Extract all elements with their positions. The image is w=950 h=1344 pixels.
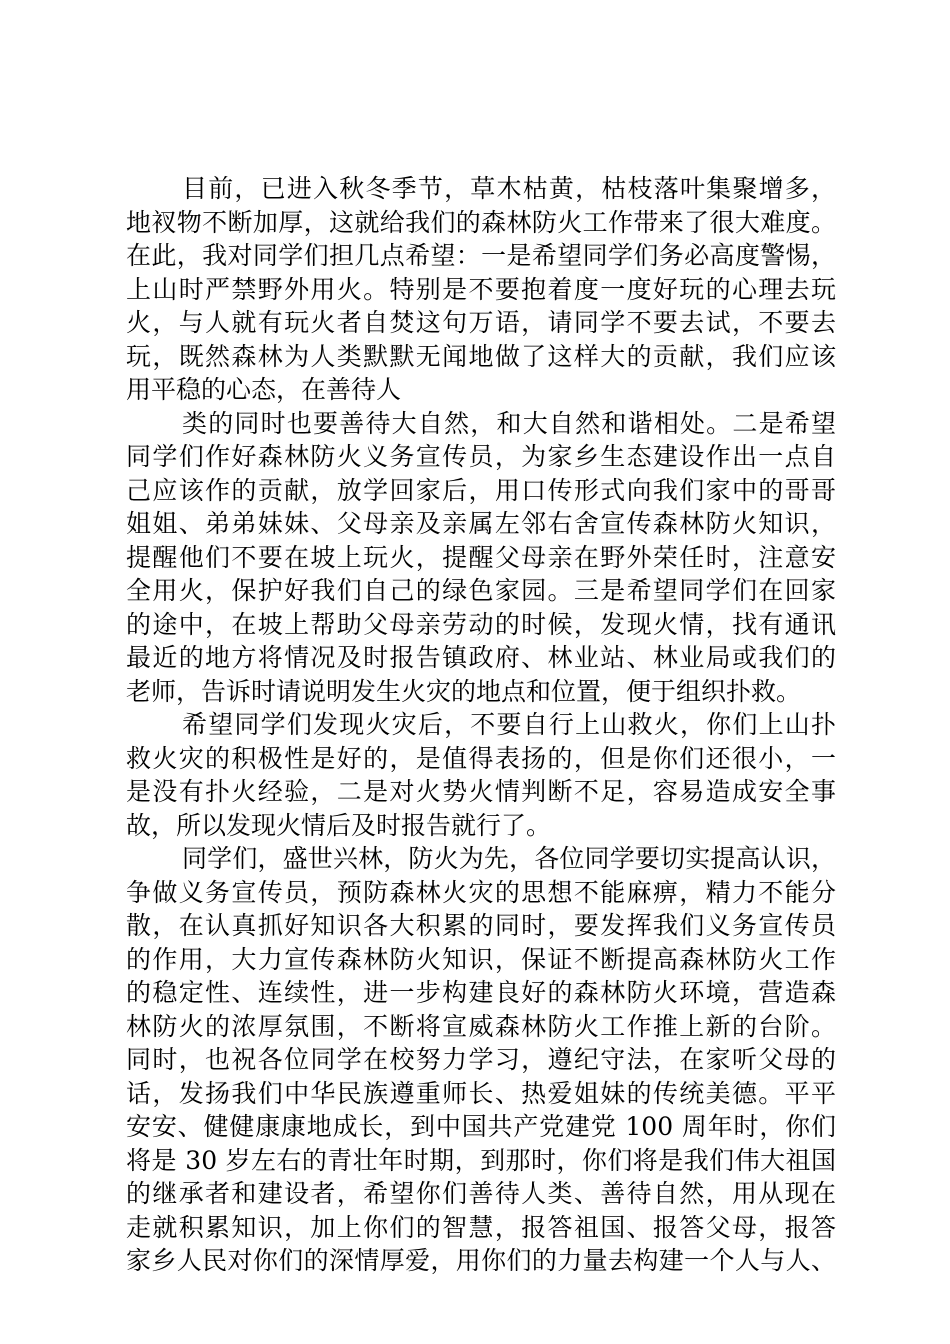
text-line: 用平稳的心态，在善待人 bbox=[126, 375, 402, 404]
text-line: 希望同学们发现火灾后，不要自行上山救火，你们上山扑 bbox=[182, 710, 836, 739]
text-line: 同时，也祝各位同学在校努力学习，遵纪守法，在家听父母的 bbox=[126, 1045, 836, 1074]
text-line: 提醒他们不要在坡上玩火，提醒父母亲在野外荣任时，注意安 bbox=[126, 542, 836, 572]
text-line: 在此，我对同学们担几点希望：一是希望同学们务必高度警惕， bbox=[126, 241, 836, 270]
text-line: 故，所以发现火情后及时报告就行了。 bbox=[126, 810, 552, 840]
text-line: 目前，已进入秋冬季节，草木枯黄，枯枝落叶集聚增多， bbox=[182, 174, 836, 203]
text-line: 火，与人就有玩火者自焚这句万语，请同学不要去试，不要去 bbox=[126, 308, 836, 337]
text-line: 同学们，盛世兴林，防火为先，各位同学要切实提高认识， bbox=[182, 844, 836, 873]
text-line: 全用火，保护好我们自己的绿色家园。三是希望同学们在回家 bbox=[126, 576, 836, 605]
text-line: 散，在认真抓好知识各大积累的同时，要发挥我们义务宣传员 bbox=[126, 911, 836, 940]
text-line: 老师，告诉时请说明发生火灾的地点和位置，便于组织扑救。 bbox=[126, 676, 802, 706]
text-line: 的途中，在坡上帮助父母亲劳动的时候，发现火情，找有通讯 bbox=[126, 609, 836, 639]
text-line: 最近的地方将情况及时报告镇政府、林业站、林业局或我们的 bbox=[126, 643, 836, 672]
text-line: 的作用，大力宣传森林防火知识，保证不断提高森林防火工作 bbox=[126, 944, 836, 974]
text-line: 的稳定性、连续性，进一步构建良好的森林防火环境，营造森 bbox=[126, 978, 836, 1007]
text-line: 是没有扑火经验，二是对火势火情判断不足，容易造成安全事 bbox=[126, 777, 836, 806]
text-line: 姐姐、弟弟妹妹、父母亲及亲属左邻右舍宣传森林防火知识， bbox=[126, 509, 836, 538]
text-line: 同学们作好森林防火义务宣传员，为家乡生态建设作出一点自 bbox=[126, 442, 836, 471]
text-line: 家乡人民对你们的深情厚爱，用你们的力量去构建一个人与人、 bbox=[126, 1246, 836, 1275]
text-line: 的继承者和建设者，希望你们善待人类、善待自然，用从现在 bbox=[126, 1179, 836, 1208]
text-line: 林防火的浓厚氛围，不断将宣威森林防火工作推上新的台阶。 bbox=[126, 1011, 836, 1041]
text-line: 上山时严禁野外用火。特别是不要抱着度一度好玩的心理去玩 bbox=[126, 274, 836, 304]
text-line: 玩，既然森林为人类默默无闻地做了这样大的贡献，我们应该 bbox=[126, 341, 836, 371]
text-line: 类的同时也要善待大自然，和大自然和谐相处。二是希望 bbox=[182, 408, 836, 438]
text-line: 己应该作的贡献，放学回家后，用口传形式向我们家中的哥哥 bbox=[126, 475, 836, 505]
text-line: 争做义务宣传员，预防森林火灾的思想不能麻痹，精力不能分 bbox=[126, 877, 836, 907]
text-line: 话，发扬我们中华民族遵重师长、热爱姐妹的传统美德。平平 bbox=[126, 1078, 836, 1108]
text-line: 走就积累知识，加上你们的智慧，报答祖国、报答父母，报答 bbox=[126, 1212, 836, 1242]
body-text bbox=[126, 172, 836, 1278]
text-line: 安安、健健康康地成长，到中国共产党建党 100 周年时，你们 bbox=[126, 1112, 836, 1141]
text-line: 救火灾的积极性是好的，是值得表扬的，但是你们还很小，一 bbox=[126, 743, 836, 773]
text-line: 将是 30 岁左右的青壮年时期，到那时，你们将是我们伟大祖国 bbox=[126, 1145, 836, 1175]
text-line: 地衩物不断加厚，这就给我们的森林防火工作带来了很大难度。 bbox=[126, 207, 836, 237]
